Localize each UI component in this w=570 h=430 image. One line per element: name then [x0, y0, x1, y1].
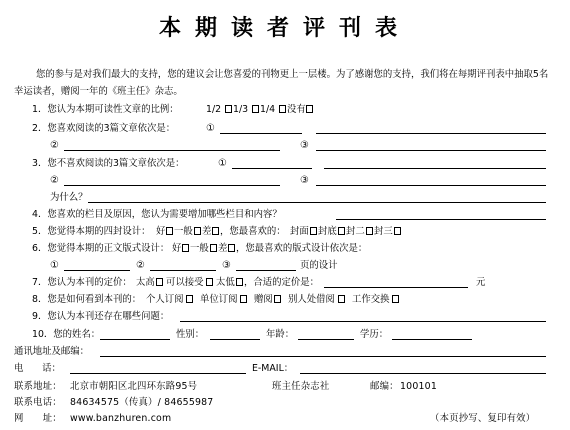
q5-checkbox-inside-front[interactable] — [366, 227, 373, 235]
q2-marker-2: ② — [50, 140, 59, 151]
gender-blank[interactable] — [210, 339, 260, 340]
q8-checkbox-gift[interactable] — [274, 295, 281, 303]
q8-option-exchange: 工作交换 — [352, 294, 390, 305]
q7-checkbox-low[interactable] — [236, 278, 243, 286]
q5-cover-inside-front: 封二 — [346, 226, 365, 237]
q1-checkbox-quarter[interactable] — [279, 105, 286, 113]
q5-checkbox-inside-back[interactable] — [394, 227, 401, 235]
q7-checkbox-high[interactable] — [156, 278, 163, 286]
q3-marker-1: ① — [218, 158, 227, 169]
q6-blank-2[interactable] — [150, 270, 216, 271]
intro-paragraph: 您的参与是对我们最大的支持，您的建议会让您喜爱的刊物更上一层楼。为了感谢您的支持，我们将在每期评刊表中抽取5名幸运读者，赠阅一年的《班主任》杂志。 — [14, 69, 549, 97]
q1-checkbox-third[interactable] — [252, 105, 259, 113]
footer-note: （本页抄写、复印有效） — [430, 413, 536, 424]
age-label: 年龄： — [266, 329, 295, 340]
q2-blank-3[interactable] — [316, 150, 546, 151]
q6-marker-1: ① — [50, 260, 59, 271]
question-1-text: 1．您认为本期可读性文章的比例： — [32, 104, 179, 115]
q4-blank[interactable] — [336, 219, 546, 220]
q5-option-average: 一般 — [174, 226, 193, 237]
address-label: 通讯地址及邮编： — [14, 346, 90, 357]
q6-marker-2: ② — [136, 260, 145, 271]
q2-blank-2[interactable] — [64, 150, 280, 151]
q5-cover-back: 封底 — [318, 226, 337, 237]
address-blank[interactable] — [100, 356, 546, 357]
q5-checkbox-average[interactable] — [194, 227, 201, 235]
q1-option-half: 1/2 — [206, 104, 222, 115]
footer-postcode-label: 邮编： — [370, 381, 399, 392]
q8-checkbox-unit[interactable] — [240, 295, 247, 303]
q5-checkbox-back[interactable] — [338, 227, 345, 235]
q6-checkbox-average[interactable] — [210, 244, 217, 252]
q8-option-borrowed: 别人处借阅 — [288, 294, 335, 305]
q6-option-good: 好 — [172, 243, 182, 254]
q6-checkbox-good[interactable] — [182, 244, 189, 252]
question-10-text: 10．您的姓名： — [32, 329, 101, 340]
q1-option-none: 没有 — [287, 104, 306, 115]
q3-blank-2[interactable] — [64, 185, 280, 186]
q7-suitable-text: ，合适的定价是： — [244, 277, 320, 288]
gender-label: 性别： — [176, 329, 205, 340]
q8-checkbox-personal[interactable] — [186, 295, 193, 303]
q1-option-quarter: 1/4 — [260, 104, 276, 115]
q3-blank-3[interactable] — [316, 185, 546, 186]
q8-option-unit: 单位订阅 — [200, 294, 238, 305]
footer-web-label: 网 址： — [14, 413, 62, 424]
q2-blank-1b[interactable] — [316, 133, 546, 134]
q6-page-suffix: 页的设计 — [300, 260, 338, 271]
question-5-text: 5．您觉得本期的四封设计： — [32, 226, 151, 237]
form-title: 本期读者评刊表 — [158, 15, 411, 41]
email-label: E-MAIL： — [252, 363, 294, 374]
phone-blank[interactable] — [70, 373, 246, 374]
q8-option-gift: 赠阅 — [254, 294, 273, 305]
q6-blank-1[interactable] — [64, 270, 130, 271]
q1-checkbox-none[interactable] — [306, 105, 313, 113]
q6-option-average: 一般 — [190, 243, 209, 254]
q9-blank[interactable] — [180, 321, 546, 322]
q7-option-low: 太低 — [216, 277, 235, 288]
question-2-text: 2．您喜欢阅读的3篇文章依次是： — [32, 123, 176, 134]
age-blank[interactable] — [298, 339, 354, 340]
q6-marker-3: ③ — [222, 260, 231, 271]
q5-checkbox-poor[interactable] — [212, 227, 219, 235]
q2-marker-1: ① — [206, 123, 215, 134]
q3-why-label: 为什么？ — [50, 192, 88, 203]
q5-favorite-text: ，您最喜欢的： — [220, 226, 286, 237]
question-8-text: 8．您是如何看到本刊的： — [32, 294, 142, 305]
education-label: 学历： — [360, 329, 389, 340]
question-9-text: 9．您认为本刊还存在哪些问题： — [32, 311, 170, 322]
q3-marker-2: ② — [50, 175, 59, 186]
q1-option-third: 1/3 — [233, 104, 249, 115]
q2-marker-3: ③ — [300, 140, 309, 151]
q8-checkbox-borrowed[interactable] — [338, 295, 345, 303]
q1-checkbox-half[interactable] — [225, 105, 232, 113]
footer-address: 北京市朝阳区北四环东路95号 — [70, 381, 198, 392]
q6-blank-3[interactable] — [236, 270, 296, 271]
q5-cover-front: 封面 — [290, 226, 309, 237]
q3-marker-3: ③ — [300, 175, 309, 186]
education-blank[interactable] — [392, 339, 472, 340]
q6-checkbox-poor[interactable] — [228, 244, 235, 252]
footer-website-link[interactable]: www.banzhuren.com — [70, 413, 172, 424]
footer-postcode: 100101 — [400, 381, 437, 392]
name-blank[interactable] — [100, 339, 170, 340]
q7-unit: 元 — [476, 277, 486, 288]
question-4-text: 4．您喜欢的栏目及原因，您认为需要增加哪些栏目和内容？ — [32, 209, 282, 220]
email-blank[interactable] — [300, 373, 546, 374]
q7-option-acceptable: 可以接受 — [166, 277, 204, 288]
footer-phone-label: 联系电话： — [14, 397, 62, 408]
q5-option-poor: 差 — [202, 226, 212, 237]
phone-label: 电 话： — [14, 363, 61, 374]
footer-office: 班主任杂志社 — [272, 381, 330, 392]
q8-checkbox-exchange[interactable] — [392, 295, 399, 303]
q6-option-poor: 差 — [218, 243, 228, 254]
question-6-text: 6．您觉得本期的正文版式设计： — [32, 243, 170, 254]
question-7-text: 7．您认为本刊的定价： — [32, 277, 132, 288]
q5-checkbox-front[interactable] — [310, 227, 317, 235]
q7-price-blank[interactable] — [324, 287, 468, 288]
footer-phone: 84634575（传真）/ 84655987 — [70, 397, 214, 408]
q8-option-personal: 个人订阅 — [146, 294, 184, 305]
q3-why-blank[interactable] — [88, 202, 546, 203]
q2-blank-1a[interactable] — [220, 133, 302, 134]
q5-cover-inside-back: 封三 — [374, 226, 393, 237]
q3-blank-1a[interactable] — [232, 168, 312, 169]
q5-option-good: 好 — [156, 226, 166, 237]
q7-option-high: 太高 — [136, 277, 155, 288]
q5-checkbox-good[interactable] — [166, 227, 173, 235]
q6-favorite-text: ，您最喜欢的版式设计依次是： — [236, 243, 368, 254]
q7-checkbox-acceptable[interactable] — [206, 278, 213, 286]
q3-blank-1b[interactable] — [324, 168, 546, 169]
footer-address-label: 联系地址： — [14, 381, 62, 392]
question-3-text: 3．您不喜欢阅读的3篇文章依次是： — [32, 158, 185, 169]
